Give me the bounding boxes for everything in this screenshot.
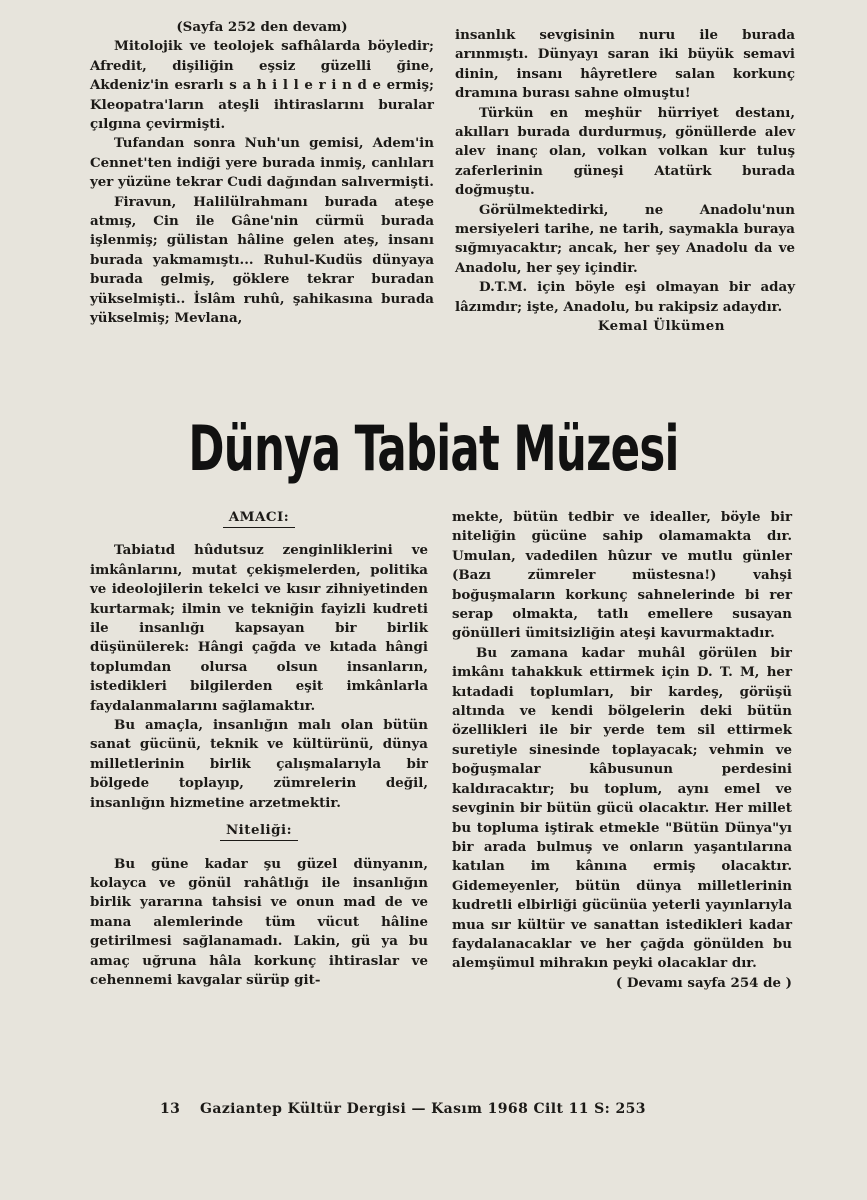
paragraph: Bu amaçla, insanlığın malı olan bütün sanat gücünü, teknik ve kültürünü, dünya milletlerinin birlik çalışmalarıyla bir bölgede toplayıp, zümrelerin değil, insanlığın hizmetine arzetmektir.	[90, 717, 428, 811]
paragraph: mekte, bütün tedbir ve idealler, böyle bir niteliğin gücüne sahip olamamakta dır. Umulan, vadedilen hûzur ve mutlu günler (Bazı zümreler müstesna!) vahşi boğuşmaların korkunç sahnelerinde bi rer serap olmakta, tatlı emellere susayan gönülleri ümitsizliğin ateşi kavurmaktadır.	[452, 509, 792, 642]
continuation-note: ( Devamı sayfa 254 de )	[615, 974, 792, 991]
paragraph: D.T.M. için böyle eşi olmayan bir aday lâzımdır; işte, Anadolu, bu rakipsiz adaydır.	[455, 279, 795, 315]
section-heading	[90, 508, 428, 527]
author-signature: Kemal Ülkümen	[597, 318, 725, 335]
footer-citation: Gaziantep Kültür Dergisi — Kasım 1968 Cilt 11 S: 253	[200, 1101, 646, 1117]
paragraph: Tabiatıd hûdutsuz zenginliklerini ve imkânlarını, mutat çekişmelerden, politika ve ideolojilerin tekelci ve kısır zihniyetinden kurtarmak; ilmin ve tekniğin fayizli kudreti ile insanlığı kapsayan bir birlik düşünülerek: Hângi çağda ve kıtada hângi toplumdan olursa olsun insanların, istedikleri bilgilerden eşit imkânlarla faydalanmalarını sağlamaktır.	[90, 542, 428, 714]
top-left-column	[90, 18, 434, 329]
paragraph: insanlık sevgisinin nuru ile burada arınmıştı. Dünyayı saran iki büyük semavi dinin, insanı hâyretlere salan korkunç dramına burası sahne olmuştu!	[455, 27, 795, 102]
section-heading-label: AMACI:	[223, 509, 295, 528]
continuation-header: (Sayfa 252 den devam)	[176, 19, 348, 35]
page-footer	[160, 1101, 720, 1117]
paragraph: Firavun, Halilülrahmanı burada ateşe atmış, Cin ile Gâne'nin cürmü burada işlenmiş; gülistan hâline gelen ateş, insanı burada yakmamıştı... Ruhul-Kudüs dünyaya burada gelmiş, göklere tekrar buradan yükselmişti.. İslâm ruhû, şahikasına burada yükselmiş; Mevlana,	[90, 193, 434, 327]
paragraph: Türkün en meşhür hürriyet destanı, akılları burada durdurmuş, gönüllerde alev alev inanç olan, volkan volkan kur tuluş zaferlerinin güneşi Atatürk burada doğmuştu.	[455, 104, 795, 199]
paragraph: Bu güne kadar şu güzel dünyanın, kolayca ve gönül rahâtlığı ile insanlığın birlik yararına tahsisi ve onun mad de ve mana alemlerinde tüm vücut hâline getirilmesi sağlanamadı. Lakin, gü ya bu amaç uğruna hâla korkunç ihtiraslar ve cehennemi kavgalar sürüp git-	[90, 855, 428, 988]
top-right-column	[455, 26, 795, 337]
page-number: 13	[160, 1101, 181, 1117]
article-title: Dünya Tabiat Müzesi	[188, 412, 679, 485]
paragraph: Bu zamana kadar muhâl görülen bir imkânı tahakkuk ettirmek için D. T. M, her kıtadadi toplumları, bir kardeş, görüşü altında ve kendi bölgelerin deki bütün özellikleri ile bir yerde tem sil ettirmek suretiyle sinesinde toplayacak; vehmin ve boğuşmalar kâbusunun perdesini kaldıracaktır; bu toplum, aynı emel ve sevginin bir bütün gücü olacaktır. Her millet bu topluma iştirak etmekle "Bütün Dünya"yı bir arada bulmuş ve onların yaşantılarına katılan im kânına ermiş olacaktır. Gidemeyenler, bütün dünya milletlerinin kudretli elbirliği gücünüa yeterli yayınlarıyla mua sır kültür ve sanattan istedikleri kadar faydalanacaklar ve her çağda gönülden bu alemşümul mihrakın peyki olacaklar dır.	[452, 644, 792, 972]
section-heading-label: Niteliği:	[220, 822, 298, 841]
bottom-left-column	[90, 500, 428, 990]
paragraph: Görülmektedirki, ne Anadolu'nun mersiyeleri tarihe, ne tarih, saymakla buraya sığmıyacaktır; ancak, her şey Anadolu da ve Anadolu, her şey içindir.	[455, 201, 795, 276]
section-heading	[90, 821, 428, 840]
paragraph: Mitolojik ve teolojek safhâlarda böyledir; Afredit, dişiliğin eşsiz güzelli ğine, Akdeniz'in esrarlı s a h i l l e r i n d e ermiş; Kleopatra'ların ateşli ihtiraslarını buralar çılgına çevirmişti.	[90, 38, 434, 133]
paragraph: Tufandan sonra Nuh'un gemisi, Adem'in Cennet'ten indiği yere burada inmiş, canlıları yer yüzüne tekrar Cudi dağından salıvermişti.	[90, 135, 434, 191]
bottom-right-column	[452, 508, 792, 993]
